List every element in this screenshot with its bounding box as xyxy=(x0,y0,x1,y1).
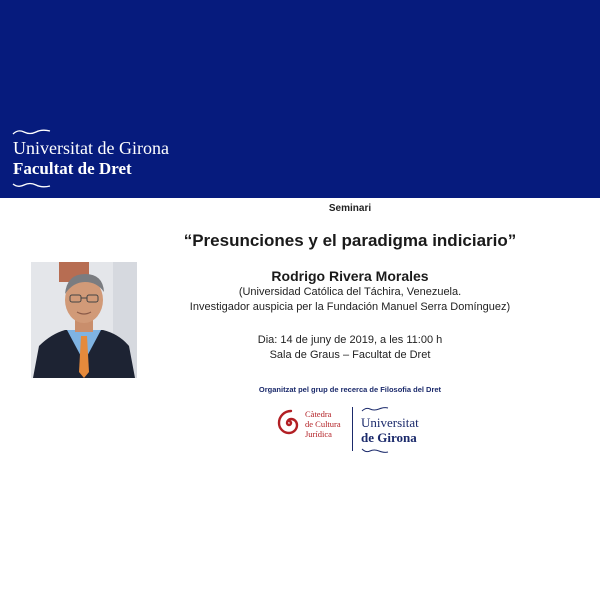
organized-by-note: Organitzat pel grup de recerca de Filosofia del Dret xyxy=(258,385,442,394)
catedra-line-3: Jurídica xyxy=(305,429,332,439)
speaker-name: Rodrigo Rivera Morales xyxy=(271,268,429,284)
logo-faculty-name: Facultat de Dret xyxy=(13,159,132,178)
udg-top-flourish-icon xyxy=(361,406,389,412)
udg-logo xyxy=(360,406,440,456)
udg-faculty-logo xyxy=(12,128,192,192)
logo-bottom-flourish-icon xyxy=(12,181,52,189)
udg-logo-line2: de Girona xyxy=(361,430,417,445)
catedra-cultura-juridica-logo xyxy=(274,406,354,454)
speaker-affiliation-line2: Investigador auspicia per la Fundación Manuel Serra Domínguez) xyxy=(189,301,511,313)
catedra-line-2: de Cultura xyxy=(305,419,341,429)
spiral-icon xyxy=(274,408,304,438)
speaker-affiliation-line1: (Universidad Católica del Táchira, Venezuela. xyxy=(238,286,462,298)
logo-top-flourish-icon xyxy=(12,128,52,136)
event-title: “Presunciones y el paradigma indiciario” xyxy=(183,231,517,250)
udg-logo-line1: Universitat xyxy=(361,415,419,430)
udg-bottom-flourish-icon xyxy=(361,448,389,454)
logo-university-name: Universitat de Girona xyxy=(13,138,169,158)
header-banner xyxy=(0,0,600,198)
event-kicker: Seminari xyxy=(328,203,372,214)
catedra-line-1: Càtedra xyxy=(305,409,332,419)
logo-divider xyxy=(352,407,353,451)
event-place: Sala de Graus – Facultat de Dret xyxy=(269,349,431,361)
event-date: Dia: 14 de juny de 2019, a les 11:00 h xyxy=(257,334,443,346)
